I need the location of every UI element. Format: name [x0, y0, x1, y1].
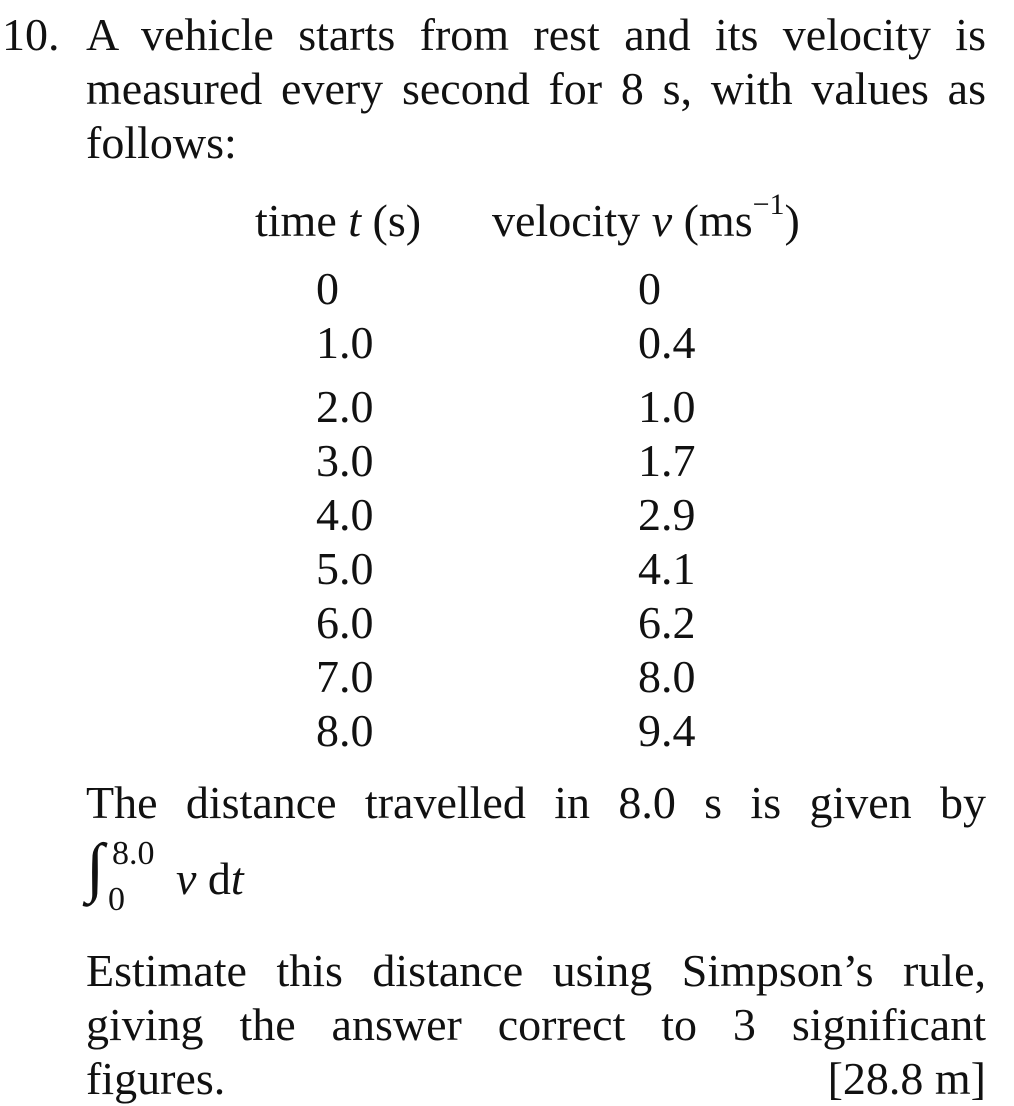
velocity-cell: 1.7	[638, 435, 696, 486]
differential: dt	[207, 853, 244, 904]
task-line-2: giving the answer correct to 3 significant	[86, 999, 986, 1050]
task-statement	[86, 944, 986, 1106]
integral-lower-limit: 0	[108, 881, 125, 918]
integral-upper-limit: 8.0	[112, 835, 155, 872]
velocity-cell: 1.0	[638, 381, 696, 432]
time-cell: 0	[316, 263, 339, 314]
time-cell: 2.0	[316, 381, 374, 432]
intro-line-2: measured every second for 8 s, with values as	[86, 63, 986, 114]
question-number: 10.	[2, 9, 60, 60]
answer-label: [28.8 m]	[827, 1053, 986, 1104]
task-line-1: Estimate this distance using Simpson’s rule,	[86, 945, 986, 996]
time-cell: 6.0	[316, 597, 374, 648]
intro-line-1: A vehicle starts from rest and its velocity is	[86, 9, 986, 60]
velocity-cell: 4.1	[638, 543, 696, 594]
differential-variable: t	[230, 853, 244, 904]
velocity-column-header: velocity v $(ms^{-1})$	[492, 187, 800, 246]
intro-line-3: follows:	[86, 117, 237, 168]
velocity-cell: 0	[638, 263, 661, 314]
time-cell: 3.0	[316, 435, 374, 486]
time-cell: 8.0	[316, 705, 374, 756]
velocity-cell: 9.4	[638, 705, 696, 756]
integrand: v dt	[176, 853, 244, 904]
time-cell: 4.0	[316, 489, 374, 540]
velocity-cell: 2.9	[638, 489, 696, 540]
integral-sign: ∫	[86, 831, 105, 904]
distance-statement: The distance travelled in 8.0 s is given by	[86, 777, 986, 828]
task-last-line	[86, 1052, 986, 1106]
velocity-cell: 0.4	[638, 317, 696, 368]
question-intro	[86, 8, 986, 170]
time-cell: 5.0	[316, 543, 374, 594]
time-cell: 7.0	[316, 651, 374, 702]
integral-expression	[86, 831, 386, 918]
velocity-cell: 6.2	[638, 597, 696, 648]
time-cell: 1.0	[316, 317, 374, 368]
velocity-cell: 8.0	[638, 651, 696, 702]
task-line-3: figures.	[86, 1053, 226, 1104]
time-column-header: time t (s)	[255, 195, 422, 246]
